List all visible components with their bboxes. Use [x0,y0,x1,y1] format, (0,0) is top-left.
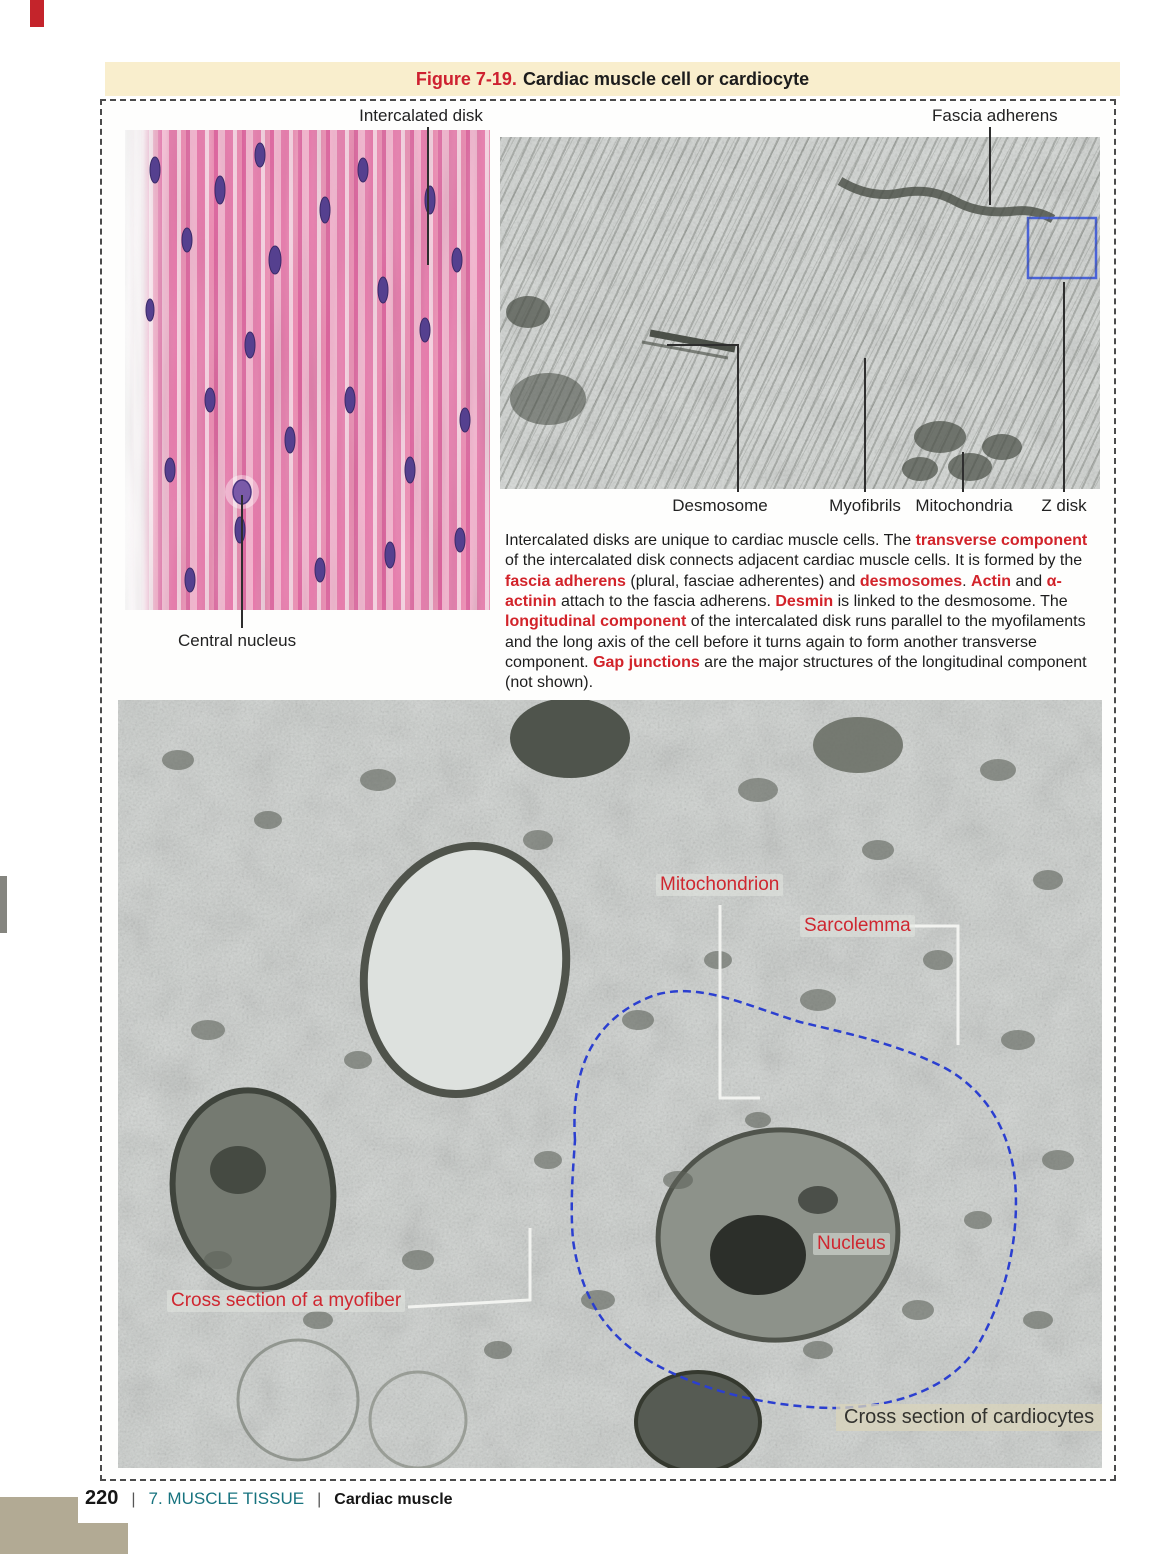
mitochondria-label: Mitochondria [915,496,1013,515]
lm-overlay-art [125,130,490,610]
cross-section-myofiber-label: Cross section of a myofiber [167,1290,405,1312]
page-number: 220 [85,1487,119,1509]
figure-title-bar [105,62,1120,96]
footer-separator-2: | [317,1491,322,1508]
em-cardiocyte-cross-section [118,700,1102,1468]
figure-caption: Intercalated disks are unique to cardiac muscle cells. The transverse component of the intercalated disk connects adjacent cardiac muscle cells. It is formed by the fascia adherens (plural, fasciae adherentes) and desmosomes. Actin and α-actinin attach to the fascia adherens. Desmin is linked to the desmosome. The longitudinal component of the intercalated disk runs parallel to the myofilaments and the long axis of the cell before it turns again to form another transverse component. Gap junctions are the major structures of the longitudinal component (not shown). [505,532,1088,692]
light-micrograph-cardiac-muscle [125,130,490,610]
mitochondrion-label: Mitochondrion [656,874,783,896]
em-intercalated-disk [500,137,1100,489]
sarcolemma-label: Sarcolemma [800,915,915,937]
desmosome-leader-line-h [667,344,739,346]
cross-section-cardiocytes-label: Cross section of cardiocytes [836,1404,1102,1431]
bottom-corner-block-step [0,1523,128,1554]
chapter-color-tab [30,0,44,27]
myofibrils-label: Myofibrils [829,496,901,515]
intercalated-disk-leader-line [427,127,429,265]
chapter-title: 7. MUSCLE TISSUE [148,1489,305,1508]
figure-title: Cardiac muscle cell or cardiocyte [522,69,810,89]
myofibril-striations [500,137,1100,489]
section-title: Cardiac muscle [334,1491,453,1508]
z-disk-label: Z disk [1041,496,1087,515]
desmosome-leader-line-v [737,344,739,492]
em2-art [118,700,1102,1468]
figure-number: Figure 7-19. [415,69,517,89]
intercalated-disk-label: Intercalated disk [359,106,483,125]
z-disk-leader-line [1063,282,1065,492]
fascia-adherens-label: Fascia adherens [932,106,1058,125]
fascia-adherens-leader-line [989,127,991,205]
myofibrils-leader-line [864,358,866,492]
central-nucleus-leader-line [241,495,243,628]
mitochondria-leader-line [962,452,964,492]
central-nucleus-label: Central nucleus [178,631,297,650]
nucleus-label: Nucleus [813,1233,890,1255]
desmosome-label: Desmosome [672,496,768,515]
footer-separator-1: | [131,1491,136,1508]
page-footer [85,1487,453,1510]
page-edge-mark [0,876,7,933]
